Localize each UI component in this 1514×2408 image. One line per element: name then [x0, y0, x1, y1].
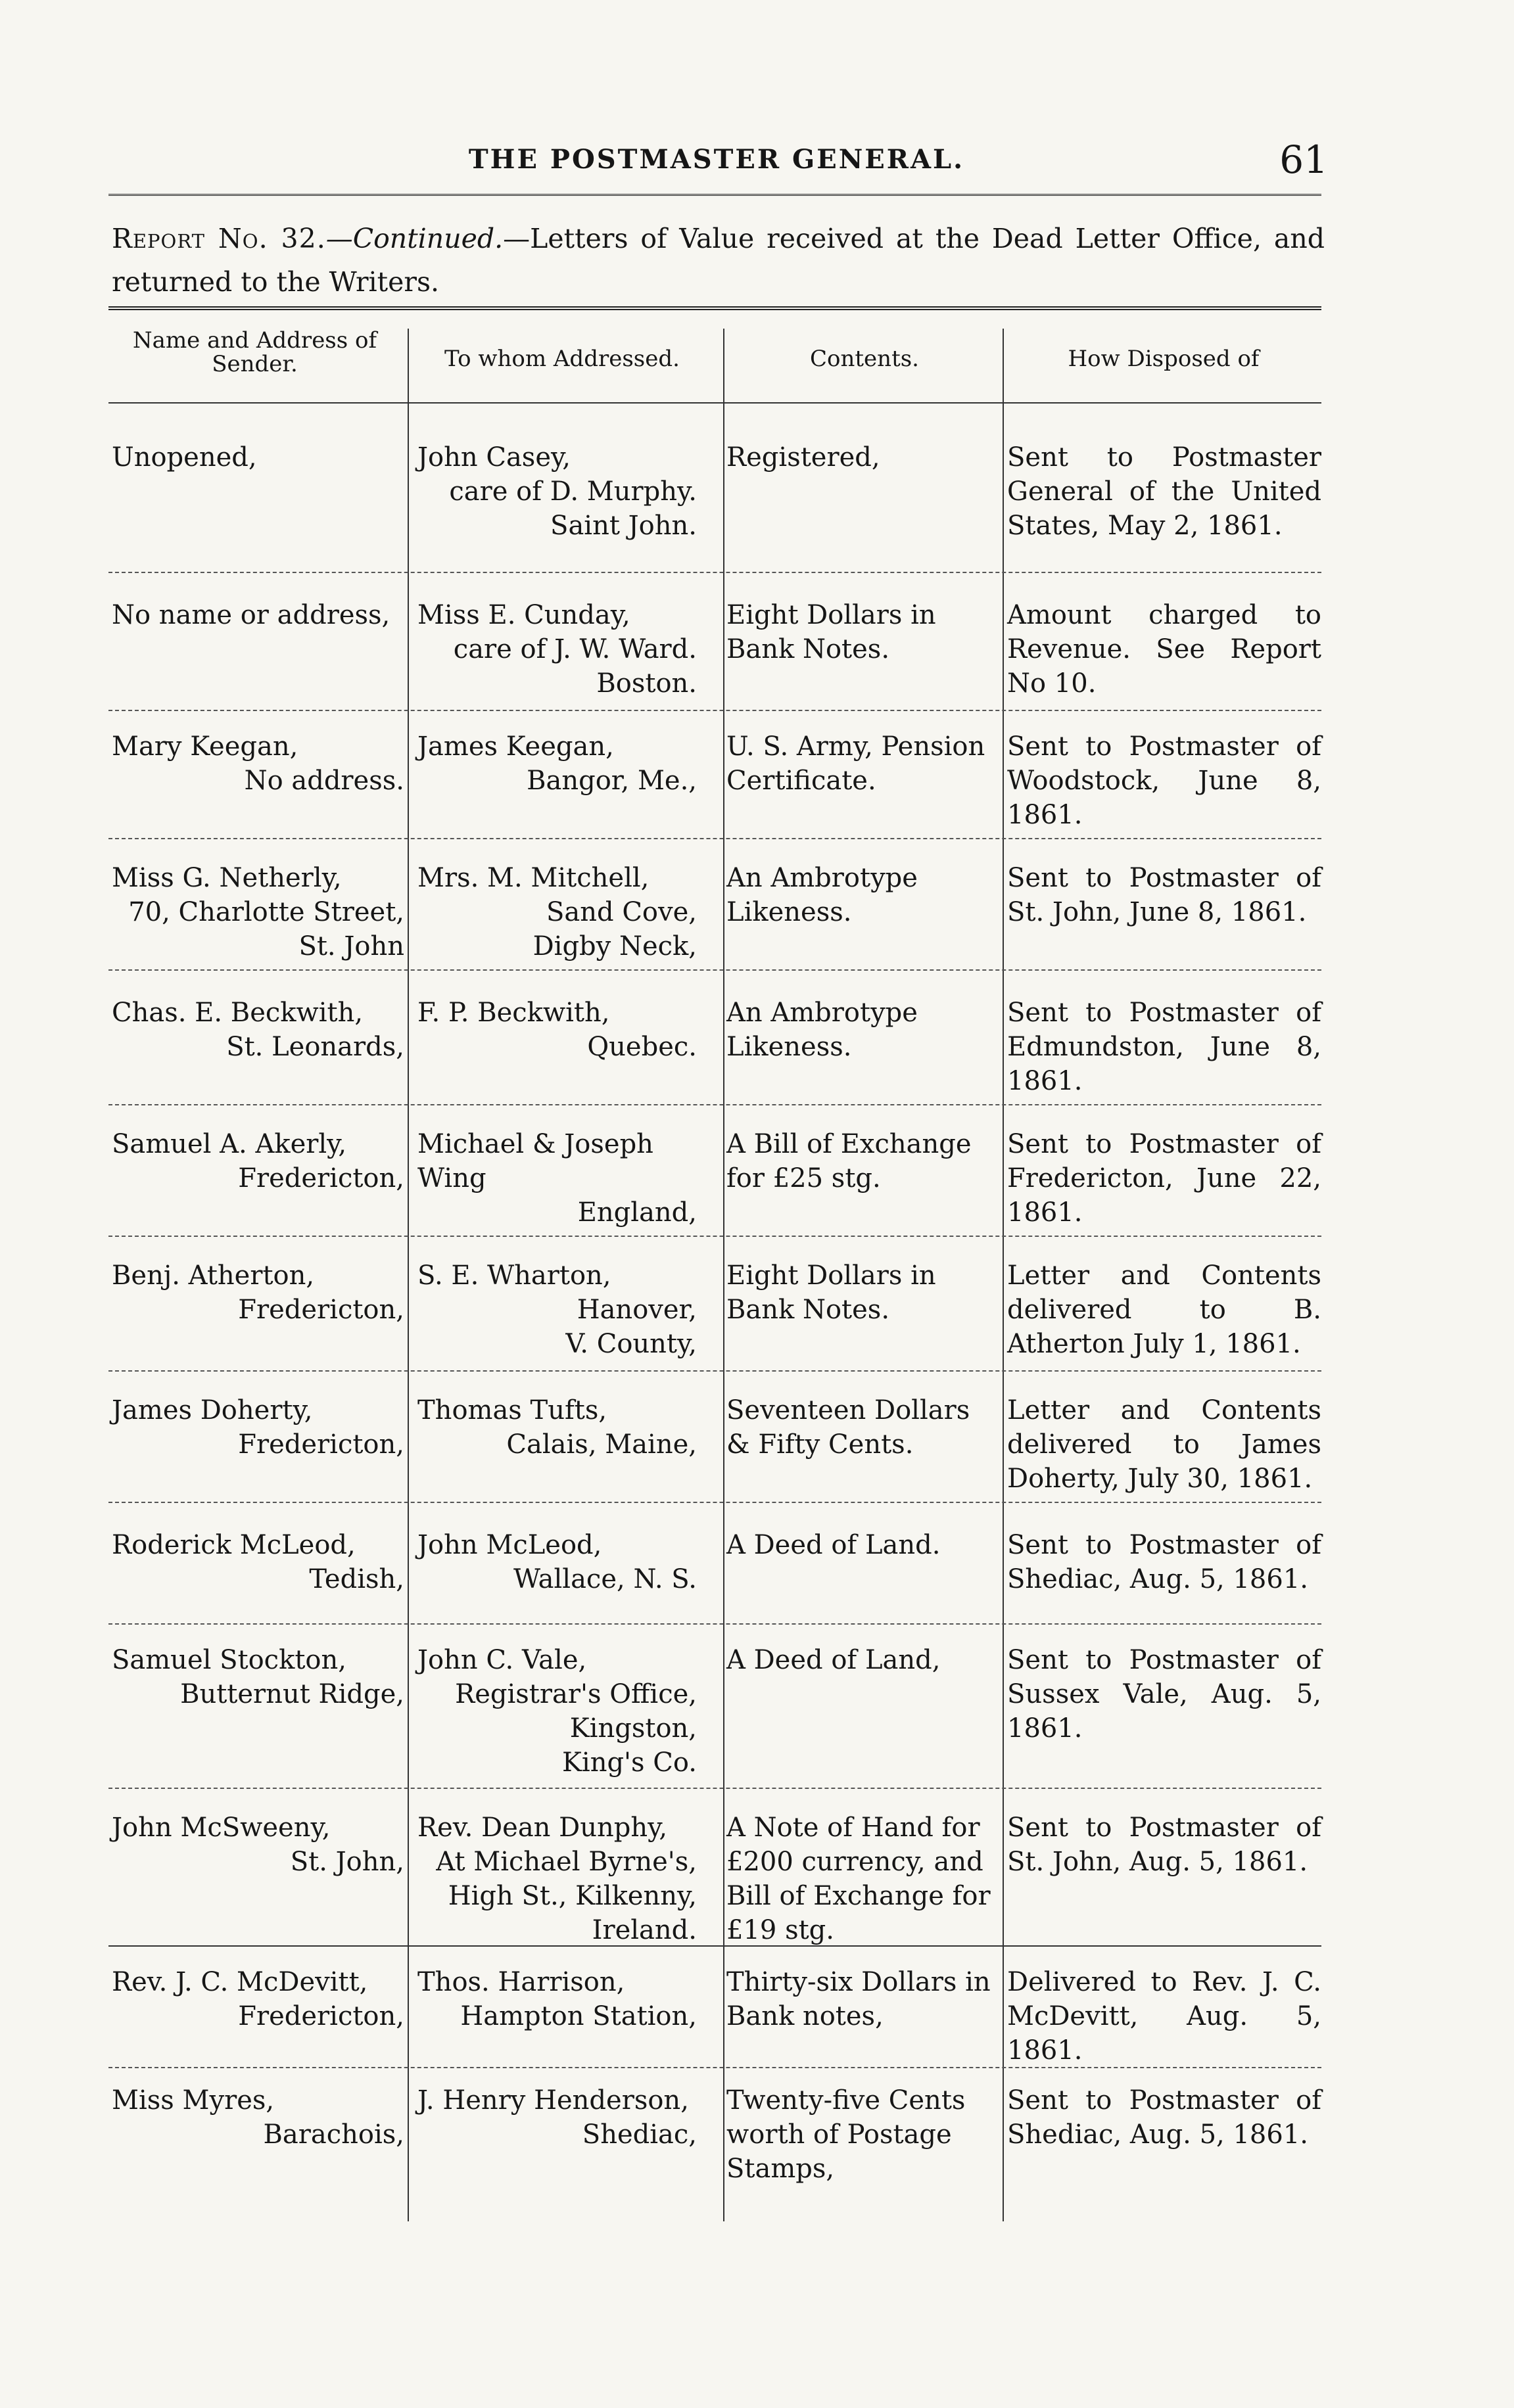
contents-cell: A Note of Hand for £200 currency, and Bill of Exchange for £19 stg. — [726, 1813, 991, 1945]
sender-line: Chas. E. Beckwith, — [112, 998, 364, 1028]
addressee-line: John McLeod, — [417, 1530, 602, 1560]
sender-line: No name or address, — [112, 600, 390, 630]
sender-line: Barachois, — [263, 2119, 404, 2150]
contents-cell: U. S. Army, Pension Certificate. — [726, 731, 985, 796]
addressee-line: Registrar's Office, — [455, 1679, 697, 1709]
running-head — [105, 137, 1328, 182]
addressee-line: S. E. Wharton, — [417, 1261, 611, 1291]
addressee-cell — [417, 1259, 717, 1361]
sender-line: Miss Myres, — [112, 2085, 275, 2116]
addressee-line: Digby Neck, — [532, 931, 697, 961]
disposal-cell: Sent to Postmaster of St. John, June 8, 1861. — [1007, 863, 1321, 927]
column-divider — [1003, 329, 1004, 2221]
sender-line: Fredericton, — [238, 1429, 404, 1460]
row-rule — [108, 1623, 1321, 1625]
sender-line: Rev. J. C. McDevitt, — [112, 1967, 368, 1997]
row-rule — [108, 1502, 1321, 1503]
sender-cell — [112, 2083, 404, 2152]
addressee-line: Hanover, — [577, 1295, 697, 1325]
sender-cell — [112, 1393, 404, 1462]
contents-cell: An Ambrotype Likeness. — [726, 998, 918, 1062]
sender-line: Fredericton, — [238, 1163, 404, 1193]
addressee-line: John Casey, — [417, 442, 571, 473]
sender-line: Butternut Ridge, — [180, 1679, 404, 1709]
column-header-sender: Name and Address of Sender. — [132, 327, 377, 377]
column-header-contents: Contents. — [810, 346, 919, 372]
addressee-line: Mrs. M. Mitchell, — [417, 863, 650, 893]
addressee-line: High St., Kilkenny, — [448, 1881, 697, 1911]
addressee-line: King's Co. — [562, 1748, 697, 1778]
contents-cell: A Deed of Land. — [726, 1530, 941, 1560]
disposal-cell: Sent to Postmaster of Edmundston, June 8, 1861. — [1007, 998, 1321, 1096]
sender-line: James Doherty, — [112, 1395, 313, 1425]
contents-cell: Eight Dollars in Bank Notes. — [726, 1261, 936, 1325]
addressee-cell — [417, 729, 717, 798]
addressee-cell — [417, 2083, 717, 2152]
addressee-line: Kingston, — [569, 1713, 697, 1744]
sender-line: John McSweeny, — [112, 1813, 331, 1843]
addressee-cell — [417, 861, 717, 963]
disposal-cell: Sent to Postmaster of St. John, Aug. 5, 1861. — [1007, 1813, 1321, 1877]
contents-cell: Registered, — [726, 442, 880, 473]
sender-line: Mary Keegan, — [112, 731, 298, 762]
sender-cell — [112, 1643, 404, 1711]
disposal-cell: Sent to Postmaster of Shediac, Aug. 5, 1861. — [1007, 2085, 1321, 2150]
addressee-line: Michael & Joseph Wing — [417, 1129, 653, 1193]
sender-line: 70, Charlotte Street, — [128, 897, 404, 927]
sender-line: Samuel Stockton, — [112, 1645, 346, 1675]
sender-cell — [112, 1811, 404, 1879]
sender-cell — [112, 996, 404, 1064]
addressee-cell — [417, 1528, 717, 1596]
sender-line: Miss G. Netherly, — [112, 863, 342, 893]
addressee-line: At Michael Byrne's, — [436, 1847, 697, 1877]
contents-cell: An Ambrotype Likeness. — [726, 863, 918, 927]
row-rule — [108, 1236, 1321, 1237]
addressee-line: Boston. — [596, 668, 697, 699]
sender-cell — [112, 861, 404, 963]
sender-cell — [112, 1127, 404, 1195]
contents-cell: Thirty-six Dollars in Bank notes, — [726, 1967, 991, 2031]
header-rule — [108, 194, 1321, 198]
addressee-cell — [417, 1127, 717, 1230]
sender-line: No address. — [244, 766, 404, 796]
table-top-rule — [108, 306, 1321, 314]
addressee-line: J. Henry Henderson, — [417, 2085, 689, 2116]
addressee-line: Calais, Maine, — [506, 1429, 697, 1460]
column-header-disposal: How Disposed of — [1068, 346, 1260, 372]
row-rule — [108, 572, 1321, 573]
row-rule — [108, 1370, 1321, 1372]
contents-cell: A Bill of Exchange for £25 stg. — [726, 1129, 972, 1193]
addressee-line: John C. Vale, — [417, 1645, 587, 1675]
addressee-line: Thomas Tufts, — [417, 1395, 607, 1425]
addressee-line: James Keegan, — [417, 731, 614, 762]
addressee-line: Saint John. — [550, 511, 697, 541]
row-rule — [108, 1788, 1321, 1789]
row-rule — [108, 838, 1321, 839]
sender-line: St. John, — [290, 1847, 404, 1877]
sender-cell — [112, 1965, 404, 2033]
sender-cell — [112, 440, 404, 475]
table-caption — [112, 217, 1325, 304]
sender-line: St. Leonards, — [226, 1032, 404, 1062]
addressee-cell — [417, 1393, 717, 1462]
addressee-line: Sand Cove, — [546, 897, 697, 927]
addressee-line: Miss E. Cunday, — [417, 600, 630, 630]
addressee-line: Wallace, N. S. — [513, 1564, 697, 1594]
sender-cell — [112, 729, 404, 798]
sender-line: Fredericton, — [238, 2001, 404, 2031]
addressee-line: F. P. Beckwith, — [417, 998, 610, 1028]
sender-line: Benj. Atherton, — [112, 1261, 315, 1291]
column-divider — [408, 329, 409, 2221]
addressee-line: Shediac, — [582, 2119, 697, 2150]
sender-cell — [112, 598, 404, 632]
row-rule — [108, 969, 1321, 971]
sender-line: Fredericton, — [238, 1295, 404, 1325]
column-divider — [723, 329, 724, 2221]
disposal-cell: Sent to Postmaster of Sussex Vale, Aug. 5, 1861. — [1007, 1645, 1321, 1744]
addressee-line: Thos. Harrison, — [417, 1967, 625, 1997]
addressee-line: Quebec. — [587, 1032, 697, 1062]
contents-cell: A Deed of Land, — [726, 1645, 941, 1675]
row-rule — [108, 710, 1321, 711]
sender-line: Samuel A. Akerly, — [112, 1129, 347, 1159]
contents-cell: Eight Dollars in Bank Notes. — [726, 600, 936, 664]
disposal-cell: Letter and Contents delivered to B. Atherton July 1, 1861. — [1007, 1261, 1321, 1359]
addressee-line: Rev. Dean Dunphy, — [417, 1813, 668, 1843]
addressee-line: care of D. Murphy. — [449, 476, 697, 507]
addressee-line: Ireland. — [592, 1915, 697, 1945]
sender-cell — [112, 1259, 404, 1327]
disposal-cell: Sent to Postmaster of Fredericton, June 22, 1861. — [1007, 1129, 1321, 1228]
addressee-line: Hampton Station, — [460, 2001, 697, 2031]
addressee-cell — [417, 996, 717, 1064]
addressee-line: care of J. W. Ward. — [453, 634, 697, 664]
addressee-cell — [417, 1643, 717, 1780]
contents-cell: Seventeen Dollars & Fifty Cents. — [726, 1395, 970, 1460]
disposal-cell: Letter and Contents delivered to James Doherty, July 30, 1861. — [1007, 1395, 1321, 1494]
caption-lead: Report No. 32. — [112, 223, 326, 254]
addressee-cell — [417, 598, 717, 701]
row-rule — [108, 1945, 1321, 1947]
addressee-line: England, — [577, 1197, 697, 1228]
caption-text: —Letters of Value received at the Dead Letter Office, and returned to the Writers. — [112, 223, 1325, 298]
addressee-cell — [417, 1965, 717, 2033]
disposal-cell: Sent to Postmaster General of the United States, May 2, 1861. — [1007, 442, 1321, 541]
sender-cell — [112, 1528, 404, 1596]
page-number: 61 — [1279, 137, 1328, 182]
addressee-line: V. County, — [565, 1329, 697, 1359]
disposal-cell: Sent to Postmaster of Woodstock, June 8, 1861. — [1007, 731, 1321, 830]
header-underline — [108, 402, 1321, 404]
addressee-cell — [417, 440, 717, 543]
row-rule — [108, 2067, 1321, 2068]
addressee-cell — [417, 1811, 717, 1947]
sender-line: Roderick McLeod, — [112, 1530, 356, 1560]
disposal-cell: Amount charged to Revenue. See Report No 10. — [1007, 600, 1321, 699]
row-rule — [108, 1104, 1321, 1105]
running-title: THE POSTMASTER GENERAL. — [468, 144, 965, 175]
sender-line: Unopened, — [112, 442, 257, 473]
disposal-cell: Sent to Postmaster of Shediac, Aug. 5, 1861. — [1007, 1530, 1321, 1594]
contents-cell: Twenty-five Cents worth of Postage Stamps, — [726, 2085, 966, 2184]
addressee-line: Bangor, Me., — [527, 766, 697, 796]
sender-line: Tedish, — [309, 1564, 404, 1594]
sender-line: St. John — [298, 931, 404, 961]
column-header-addressee: To whom Addressed. — [444, 346, 680, 372]
disposal-cell: Delivered to Rev. J. C. McDevitt, Aug. 5, 1861. — [1007, 1967, 1321, 2066]
caption-continued: —Continued. — [325, 223, 504, 254]
